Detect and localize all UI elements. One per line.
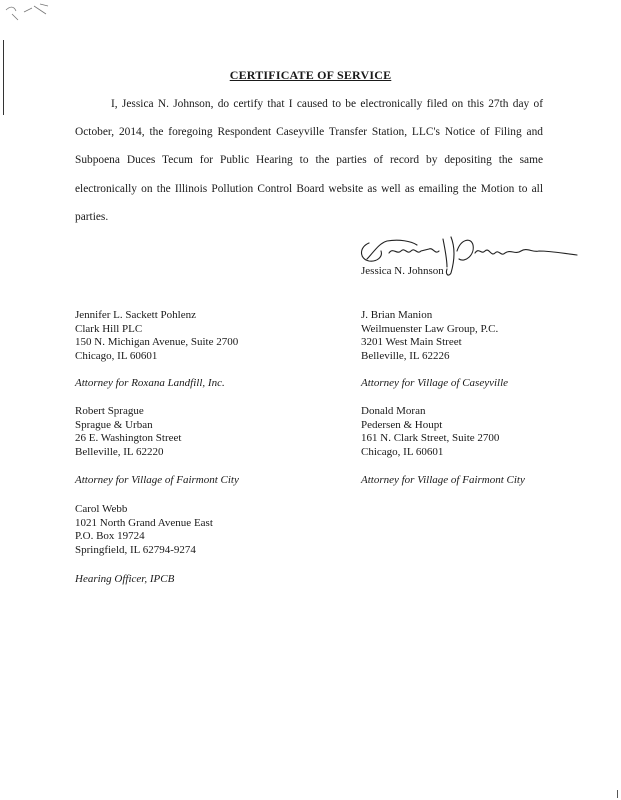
address-line: Carol Webb	[75, 503, 128, 515]
address-line: Clark Hill PLC	[75, 322, 143, 335]
address-line: 26 E. Washington Street	[75, 432, 182, 445]
address-line: Pedersen & Houpt	[361, 418, 443, 431]
address-line: Belleville, IL 62226	[361, 349, 450, 362]
address-line: 3201 West Main Street	[361, 336, 462, 349]
address-line: Weilmuenster Law Group, P.C.	[361, 322, 499, 335]
address-line: 1021 North Grand Avenue East	[75, 516, 213, 529]
service-address-3	[75, 405, 181, 459]
address-line: Jennifer L. Sackett Pohlenz	[75, 309, 196, 321]
service-address-4	[361, 405, 499, 459]
address-line: Chicago, IL 60601	[75, 349, 158, 362]
address-line: P.O. Box 19724	[75, 530, 145, 543]
address-line: Springfield, IL 62794-9274	[75, 543, 196, 556]
signer-name: Jessica N. Johnson	[361, 265, 444, 277]
service-address-5	[75, 503, 213, 557]
service-role-3: Attorney for Village of Fairmont City	[75, 474, 239, 486]
address-line: 150 N. Michigan Avenue, Suite 2700	[75, 336, 239, 349]
document-title: CERTIFICATE OF SERVICE	[229, 68, 392, 82]
service-role-2: Attorney for Village of Caseyville	[361, 377, 509, 389]
address-line: Belleville, IL 62220	[75, 445, 164, 458]
certificate-body: I, Jessica N. Johnson, do certify that I caused to be electronically filed on this 27th day of October, 2014, the foregoing Respondent Caseyville Transfer Station, LLC's Notice of Filing and Subpoena Duces Tecum for Public Hearing to the parties of record by depositing the same electronically on the Illinois Pollution Control Board website as well as emailing the Motion to all parties.	[75, 98, 543, 223]
address-line: Donald Moran	[361, 405, 426, 417]
scan-edge-mark	[605, 790, 618, 798]
address-line: J. Brian Manion	[361, 309, 433, 321]
address-line: Robert Sprague	[75, 405, 144, 417]
address-line: 161 N. Clark Street, Suite 2700	[361, 432, 500, 445]
address-line: Sprague & Urban	[75, 418, 153, 431]
service-address-2	[361, 309, 498, 363]
service-role-5: Hearing Officer, IPCB	[75, 573, 175, 585]
service-role-4: Attorney for Village of Fairmont City	[361, 474, 525, 486]
service-address-1	[75, 309, 238, 363]
service-role-1: Attorney for Roxana Landfill, Inc.	[75, 377, 225, 389]
address-line: Chicago, IL 60601	[361, 445, 444, 458]
scan-mark-icon	[4, 2, 54, 32]
